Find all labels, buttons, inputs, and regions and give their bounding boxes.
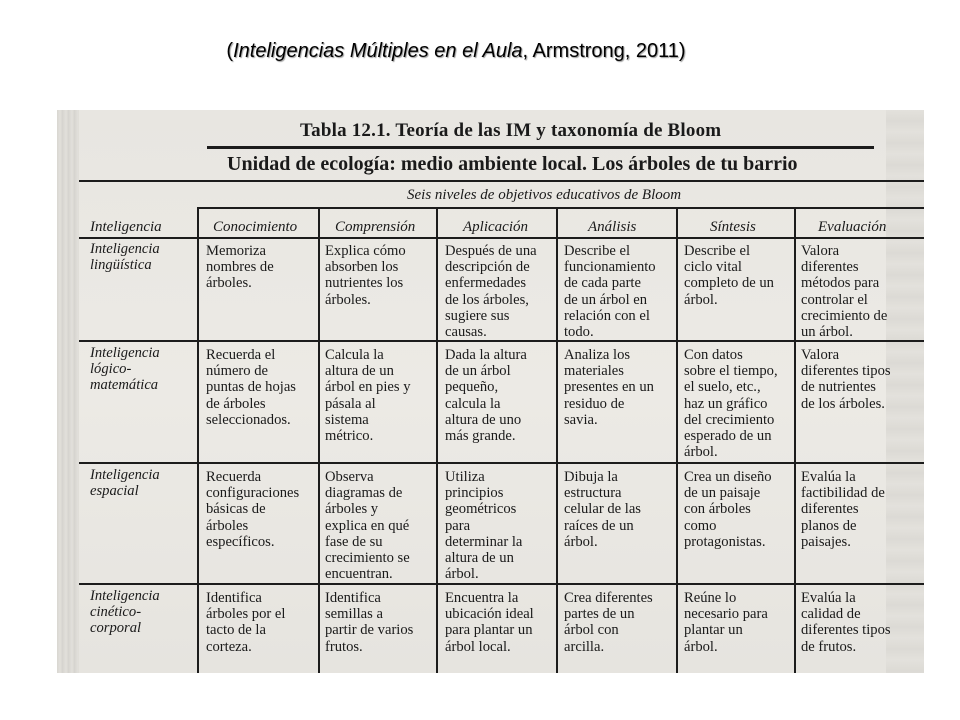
rule — [318, 207, 320, 673]
table-cell: Memoriza nombres de árboles. — [206, 243, 274, 292]
table-cell: Valora diferentes tipos de nutrientes de los árboles. — [801, 347, 891, 412]
row-header: Inteligencia espacial — [90, 467, 160, 500]
table-cell: Dada la altura de un árbol pequeño, calcula la altura de uno más grande. — [445, 347, 527, 445]
col-header-evaluacion: Evaluación — [818, 219, 887, 235]
table-cell: Crea diferentes partes de un árbol con arcilla. — [564, 590, 653, 655]
row-header: Inteligencia lingüística — [90, 241, 160, 274]
rule — [556, 207, 558, 673]
rule — [79, 340, 924, 342]
col-header-aplicacion: Aplicación — [463, 219, 528, 235]
levels-header: Seis niveles de objetivos educativos de Bloom — [407, 187, 682, 203]
table-title: Tabla 12.1. Teoría de las IM y taxonomía de Bloom — [300, 120, 722, 141]
rule — [79, 583, 924, 585]
caption-citation: , Armstrong, 2011) — [522, 40, 686, 62]
table-cell: Recuerda configuraciones básicas de árboles específicos. — [206, 469, 300, 550]
col-header-sintesis: Síntesis — [710, 219, 756, 235]
col-header-comprension: Comprensión — [335, 219, 416, 235]
rule — [79, 462, 924, 464]
table-cell: Evalúa la factibilidad de diferentes planos de paisajes. — [801, 469, 885, 550]
caption — [0, 40, 912, 63]
caption-book-title: Inteligencias Múltiples en el Aula — [233, 40, 523, 62]
unit-title: Unidad de ecología: medio ambiente local. Los árboles de tu barrio — [227, 153, 798, 175]
table-cell: Dibuja la estructura celular de las raíces de un árbol. — [564, 469, 641, 550]
table-cell: Evalúa la calidad de diferentes tipos de frutos. — [801, 590, 891, 655]
table-cell: Reúne lo necesario para plantar un árbol. — [684, 590, 768, 655]
table-cell: Identifica árboles por el tacto de la corteza. — [206, 590, 286, 655]
caption-open: ( — [226, 40, 234, 62]
page-bleed-left — [57, 110, 79, 673]
rule — [794, 207, 796, 673]
table-cell: Calcula la altura de un árbol en pies y pásala al sistema métrico. — [325, 347, 411, 445]
row-header: Inteligencia cinético- corporal — [90, 588, 160, 637]
rule — [436, 207, 438, 673]
table-cell: Observa diagramas de árboles y explica en qué fase de su crecimiento se encuentran. — [325, 469, 410, 583]
table-cell: Encuentra la ubicación ideal para plantar un árbol local. — [445, 590, 534, 655]
table-cell: Utiliza principios geométricos para determinar la altura de un árbol. — [445, 469, 523, 583]
table-cell: Recuerda el número de puntas de hojas de árboles seleccionados. — [206, 347, 296, 428]
col-header-conocimiento: Conocimiento — [213, 219, 298, 235]
table-cell: Después de una descripción de enfermedades de los árboles, sugiere sus causas. — [445, 243, 537, 341]
table-cell: Crea un diseño de un paisaje con árboles como protagonistas. — [684, 469, 772, 550]
rule — [79, 180, 924, 182]
col-header-inteligencia: Inteligencia — [90, 219, 162, 235]
rule — [197, 207, 199, 673]
table-cell: Explica cómo absorben los nutrientes los árboles. — [325, 243, 406, 308]
table-cell: Identifica semillas a partir de varios frutos. — [325, 590, 414, 655]
table-cell: Valora diferentes métodos para controlar el crecimiento de un árbol. — [801, 243, 888, 341]
scanned-table-image — [57, 110, 924, 673]
rule — [207, 146, 874, 149]
col-header-analisis: Análisis — [588, 219, 637, 235]
rule — [79, 237, 924, 239]
table-cell: Con datos sobre el tiempo, el suelo, etc., haz un gráfico del crecimiento esperado de un árbol. — [684, 347, 778, 461]
table-cell: Describe el funcionamiento de cada parte de un árbol en relación con el todo. — [564, 243, 656, 341]
row-header: Inteligencia lógico- matemática — [90, 345, 160, 394]
rule — [197, 207, 924, 209]
table-cell: Describe el ciclo vital completo de un árbol. — [684, 243, 774, 308]
rule — [676, 207, 678, 673]
page-bleed-right — [886, 110, 924, 673]
table-cell: Analiza los materiales presentes en un residuo de savia. — [564, 347, 654, 428]
